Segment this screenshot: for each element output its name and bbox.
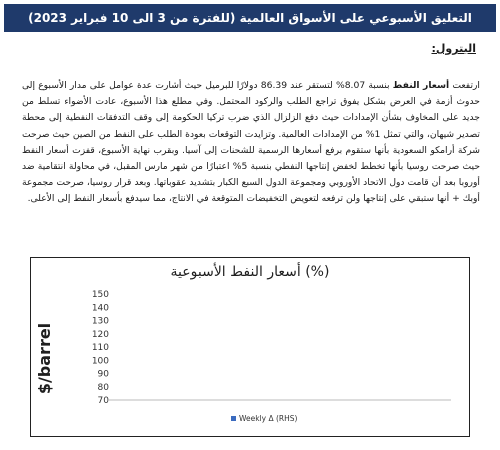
y-tick-label: 150 [91,290,109,300]
page-title: التعليق الأسبوعي على الأسواق العالمية (للفترة من 3 الى 10 فبراير 2023) [28,11,472,25]
legend-swatch [231,416,236,421]
chart-legend [231,414,297,423]
chart-plot [31,258,471,438]
y-tick-label: 100 [91,356,109,367]
y-tick-label: 90 [97,369,109,380]
paragraph-body: بنسبة 8.07% لتستقر عند 86.39 دولارًا للبرميل حيث أشارت عدة عوامل على مدار الأسبوع إلى حدوث أزمة في العرض بشكل يفوق تراجع الطلب والركود المحتمل. وفي مطلع هذا الأسبوع، عادت الأضواء تسلط من جديد على المخاوف بشأن الإمدادات حيث دفع الزلزال الذي ضرب تركيا الحكومة إلى وقف التدفقات النفطية إلى محطة تصدير شيهان، والتي تمثل 1% من الإمدادات العالمية. وتزايدت التوقعات بعودة الطلب على النفط من الصين حيث صرحت شركة أرامكو السعودية بأنها ستقوم برفع أسعارها الرسمية للشحنات إلى آسيا. وبقرب نهاية الأسبوع، قفزت أسعار النفط حيث صرحت روسيا بأنها تخطط لخفض إنتاجها النفطي بنسبة 5% اعتبارًا من شهر مارس المقبل، في محاولة انتقامية ضد أوروبا بعد أن قامت دول الاتحاد الأوروبي ومجموعة الدول السبع الكبار بتشديد عقوباتها. وبعد قرار روسيا، صرحت مجموعة أوبك + أنها ستبقي على إنتاجها ولن ترفعه لتعويض التخفيضات المتوقعة في الانتاج، مما سيدفع بأسعار النفط إلى الأعلى. [22,80,480,205]
y-tick-label: 110 [91,343,109,353]
y-tick-label: 120 [91,329,109,340]
oil-price-chart [30,257,470,437]
y-tick-label: 70 [97,396,109,406]
title-banner [4,4,496,32]
y-tick-label: 140 [91,303,109,314]
y-axis-label: $/barrel [35,322,55,394]
paragraph-lead-bold: أسعار النفط [392,80,450,91]
chart-title: أسعار النفط الأسبوعية (%) [170,264,330,280]
paragraph-lead: ارتفعت [449,80,480,91]
legend-label: Weekly Δ (RHS) [239,414,298,423]
y-ticks [92,290,109,406]
section-heading: البترول: [431,42,476,55]
commentary-paragraph [22,78,480,208]
y-tick-label: 130 [91,316,109,327]
y-tick-label: 80 [97,382,109,393]
